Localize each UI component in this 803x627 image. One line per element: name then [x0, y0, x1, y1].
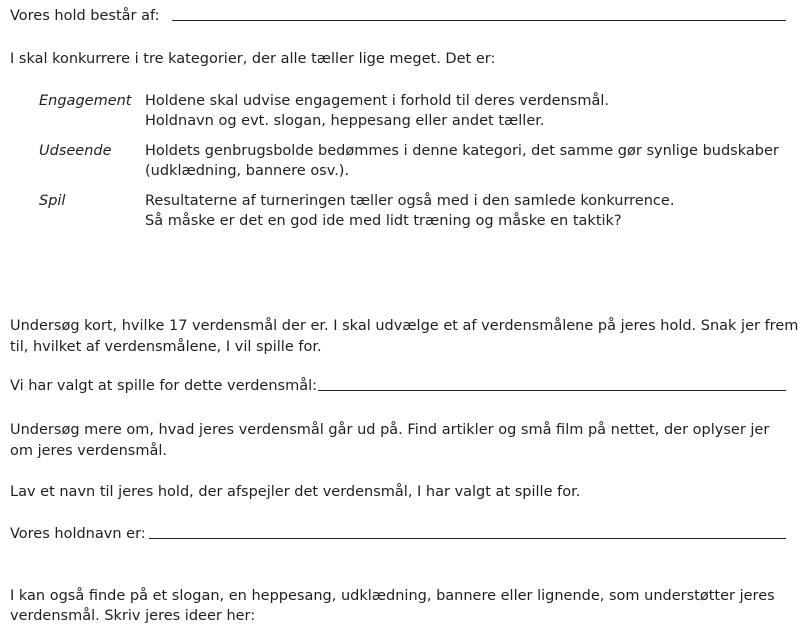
research-paragraph-line-2: til, hvilket af verdensmålene, I vil spille for.: [10, 339, 322, 355]
team-members-answer-line[interactable]: [172, 20, 786, 21]
category-engagement-line-2: Holdnavn og evt. slogan, heppesang eller andet tæller.: [145, 113, 545, 129]
team-name-label: Vores holdnavn er:: [10, 526, 146, 542]
team-name-answer-line[interactable]: [149, 538, 786, 539]
team-name-instruction: Lav et navn til jeres hold, der afspejler det verdensmål, I har valgt at spille for.: [10, 484, 581, 500]
category-engagement-line-1: Holdene skal udvise engagement i forhold til deres verdensmål.: [145, 93, 609, 109]
category-spil-line-2: Så måske er det en god ide med lidt træning og måske en taktik?: [145, 213, 622, 229]
category-udseende-line-1: Holdets genbrugsbolde bedømmes i denne kategori, det samme gør synlige budskaber: [145, 143, 779, 159]
research-paragraph-line-1: Undersøg kort, hvilke 17 verdensmål der er. I skal udvælge et af verdensmålene på jeres hold. Snak jer frem: [10, 318, 799, 334]
more-research-paragraph-line-1: Undersøg mere om, hvad jeres verdensmål går ud på. Find artikler og små film på nettet, der oplyser jer: [10, 422, 770, 438]
category-term-spil: Spil: [39, 193, 66, 209]
chosen-goal-label: Vi har valgt at spille for dette verdensmål:: [10, 378, 318, 394]
categories-intro: I skal konkurrere i tre kategorier, der alle tæller lige meget. Det er:: [10, 51, 496, 67]
category-udseende-line-2: (udklædning, bannere osv.).: [145, 163, 350, 179]
more-research-paragraph-line-2: om jeres verdensmål.: [10, 443, 168, 459]
slogan-paragraph-line-2: verdensmål. Skriv jeres ideer her:: [10, 608, 256, 624]
chosen-goal-answer-line[interactable]: [318, 390, 786, 391]
team-members-label: Vores hold består af:: [10, 8, 160, 24]
category-term-udseende: Udseende: [39, 143, 112, 159]
category-term-engagement: Engagement: [39, 93, 132, 109]
category-spil-line-1: Resultaterne af turneringen tæller også med i den samlede konkurrence.: [145, 193, 675, 209]
slogan-paragraph-line-1: I kan også finde på et slogan, en heppesang, udklædning, bannere eller lignende, som understøtter jeres: [10, 588, 775, 604]
